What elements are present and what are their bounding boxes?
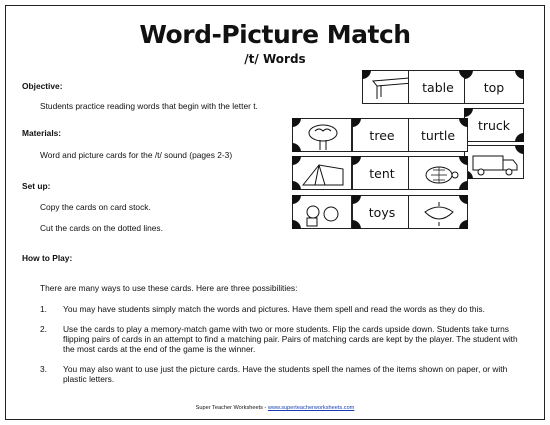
word-card-truck[interactable] [464,108,524,142]
word-card-tree[interactable] [352,118,412,152]
page-subtitle: /t/ Words [244,52,306,66]
setup-line-2: Cut the cards on the dotted lines. [40,223,163,233]
word-card-label: top [483,80,505,95]
toys-icon [299,200,347,228]
setup-line-1: Copy the cards on card stock. [40,202,151,212]
spinning-top-icon [415,200,463,228]
word-card-label: truck [477,118,511,133]
word-card-label: toys [368,205,396,220]
word-card-table[interactable] [408,70,468,104]
materials-text: Word and picture cards for the /t/ sound (pages 2-3) [40,150,233,160]
word-card-label: tree [369,128,395,143]
word-card-top[interactable] [464,70,524,104]
footer-separator: - [262,405,268,411]
materials-heading: Materials: [22,128,62,138]
word-card-label: tent [369,166,395,181]
word-card-label: turtle [420,128,456,143]
word-card-toys[interactable] [352,195,412,229]
list-item-number: 2. [40,324,47,334]
list-item-number: 3. [40,364,47,374]
footer [0,405,550,411]
turtle-icon [415,161,463,189]
truck-icon [471,150,521,178]
picture-card-truck[interactable] [464,145,524,179]
tent-icon [299,161,347,189]
list-item-text: Use the cards to play a memory-match game with two or more students. Flip the cards upside down. Students take turns flipping pairs of cards in an attempt to find a matching pair. Pairs of matching cards are kept by the player. The student with the most cards at the end of the game is the winner. [63,324,518,354]
objective-heading: Objective: [22,81,63,91]
howto-intro: There are many ways to use these cards. Here are three possibilities: [40,283,298,293]
page-title: Word-Picture Match [139,20,411,49]
picture-card-tree[interactable] [292,118,352,152]
footer-url-link[interactable]: www.superteacherworksheets.com [267,405,355,411]
objective-text: Students practice reading words that begin with the letter t. [40,101,258,111]
word-card-turtle[interactable] [408,118,468,152]
picture-card-turtle[interactable] [408,156,468,190]
list-item-number: 1. [40,304,47,314]
setup-heading: Set up: [22,181,51,191]
picture-card-toys[interactable] [292,195,352,229]
picture-card-top[interactable] [408,195,468,229]
word-card-label: table [422,80,454,95]
list-item-text: You may also want to use just the picture cards. Have the students spell the names of the items shown on paper, or with plastic letters. [63,364,508,384]
list-item-text: You may have students simply match the words and pictures. Have them spell and read the words as they do this. [63,304,485,314]
word-card-tent[interactable] [352,156,412,190]
tree-icon [299,123,347,151]
howto-heading: How to Play: [22,253,73,263]
picture-card-tent[interactable] [292,156,352,190]
footer-site-name: Super Teacher Worksheets [195,405,263,411]
